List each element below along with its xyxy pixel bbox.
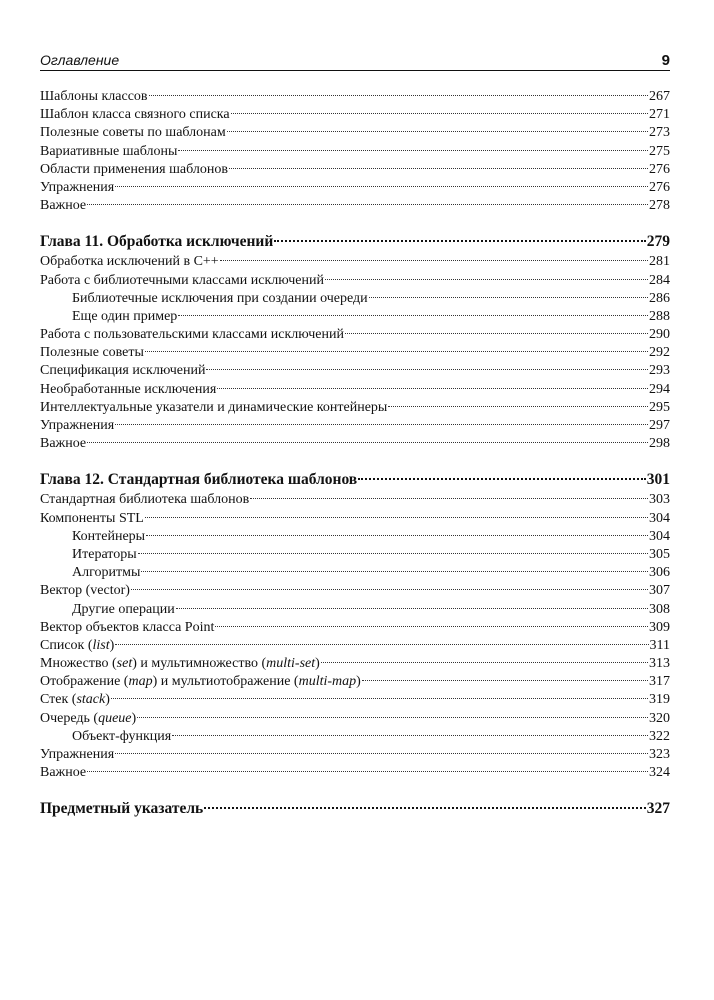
toc-entry[interactable] (40, 272, 670, 290)
dot-leader (220, 260, 648, 261)
running-header-title: Оглавление (40, 52, 120, 68)
toc-entry[interactable] (40, 253, 670, 271)
dot-leader (227, 131, 648, 132)
toc-entry-title: Шаблон класса связного списка (40, 107, 230, 123)
toc-entry[interactable] (40, 764, 670, 782)
section-gap (40, 453, 670, 469)
toc-entry-title (40, 637, 114, 655)
toc-entry-title: Упражнения (40, 179, 115, 195)
dot-leader (138, 553, 648, 554)
toc-entry-page: 293 (649, 363, 670, 379)
dot-leader (137, 717, 648, 718)
toc-entry[interactable] (40, 124, 670, 142)
toc-entry-title (40, 655, 320, 673)
toc-entry[interactable] (40, 601, 670, 619)
dot-leader (178, 315, 648, 316)
toc-entry[interactable] (40, 362, 670, 380)
toc-entry-page: 297 (649, 418, 670, 433)
toc-entry-text: ) и мультиотображение ( (152, 674, 299, 690)
toc-entry-title: Области применения шаблонов (40, 161, 228, 177)
section-gap (40, 215, 670, 231)
toc-entry[interactable] (40, 290, 670, 308)
toc-entry-title: Алгоритмы (72, 565, 141, 581)
toc-entry-title: Шаблоны классов (40, 89, 148, 104)
toc-entry-page: 278 (649, 198, 670, 214)
toc-entry[interactable] (40, 710, 670, 728)
toc-entry[interactable] (40, 655, 670, 673)
toc-entry-title: Библиотечные исключения при создании очереди (72, 290, 368, 306)
toc-entry[interactable] (40, 582, 670, 600)
toc-entry-page: 309 (649, 619, 670, 635)
toc-entry-title: Важное (40, 436, 87, 452)
dot-leader (358, 478, 646, 480)
toc-entry-page: 305 (649, 546, 670, 562)
section-gap (40, 782, 670, 798)
toc-entry-text: Очередь ( (40, 710, 99, 726)
toc-entry-title: Предметный указатель (40, 800, 204, 818)
dot-leader (231, 113, 648, 114)
toc-entry-page: 323 (649, 747, 670, 762)
toc-entry-title: Глава 12. Стандартная библиотека шаблонов (40, 471, 358, 489)
toc-entry[interactable] (40, 88, 670, 106)
toc-entry-title: Упражнения (40, 418, 115, 433)
toc-entry-text: Множество ( (40, 656, 117, 672)
toc-entry-term: multi-map (298, 674, 357, 690)
dot-leader (325, 279, 648, 280)
toc-entry-text: Стек ( (40, 692, 77, 708)
toc-entry-text: ) (109, 637, 115, 653)
toc-chapter-heading[interactable] (40, 798, 670, 820)
toc-entry-title: Контейнеры (72, 528, 146, 544)
dot-leader (204, 807, 646, 809)
toc-entry-title: Упражнения (40, 747, 115, 762)
toc-entry-page: 304 (649, 528, 670, 544)
toc-entry[interactable] (40, 619, 670, 637)
running-header (40, 52, 670, 71)
toc-entry-page: 276 (649, 161, 670, 177)
toc-entry[interactable] (40, 417, 670, 435)
toc-chapter-heading[interactable] (40, 469, 670, 491)
toc-entry-page: 322 (649, 728, 670, 744)
toc-entry[interactable] (40, 528, 670, 546)
toc-entry-title: Необработанные исключения (40, 381, 217, 397)
dot-leader (115, 186, 648, 187)
page-number: 9 (661, 52, 670, 69)
toc-entry-page: 303 (649, 492, 670, 508)
toc-entry-page: 286 (649, 290, 670, 306)
dot-leader (149, 95, 648, 96)
dot-leader (229, 168, 648, 169)
toc-entry-title: Интеллектуальные указатели и динамические контейнеры (40, 399, 388, 415)
toc-entry-term: queue (98, 710, 132, 726)
toc-entry-page: 311 (649, 637, 670, 653)
toc-entry[interactable] (40, 510, 670, 528)
dot-leader (146, 535, 648, 536)
toc-entry[interactable] (40, 308, 670, 326)
toc-entry-page: 307 (649, 583, 670, 599)
toc-entry-page: 313 (649, 656, 670, 672)
toc-entry-page: 308 (649, 601, 670, 617)
toc-entry[interactable] (40, 491, 670, 509)
toc-entry[interactable] (40, 546, 670, 564)
toc-entry[interactable] (40, 326, 670, 344)
toc-entry-text: ) (105, 692, 110, 708)
dot-leader (172, 735, 648, 736)
toc-entry-title: Важное (40, 765, 87, 781)
dot-leader (362, 680, 648, 681)
dot-leader (176, 608, 648, 609)
dot-leader (321, 662, 648, 663)
dot-leader (115, 644, 648, 645)
toc-entry[interactable] (40, 106, 670, 124)
toc-entry-title: Итераторы (72, 546, 137, 562)
toc-entry-title: Полезные советы по шаблонам (40, 125, 226, 141)
dot-leader (87, 442, 648, 443)
dot-leader (274, 240, 645, 242)
toc-entry-page: 267 (649, 89, 670, 104)
toc-entry-page: 279 (646, 233, 670, 251)
toc-entry-page: 273 (649, 125, 670, 141)
dot-leader (369, 297, 648, 298)
toc-entry-title (40, 691, 110, 709)
toc-entry-page: 298 (649, 436, 670, 452)
toc-chapter-heading[interactable] (40, 231, 670, 253)
toc-entry-page: 317 (649, 674, 670, 690)
toc-entry[interactable] (40, 564, 670, 582)
toc-entry-page: 324 (649, 765, 670, 781)
toc-entry-page: 271 (649, 107, 670, 123)
dot-leader (87, 204, 648, 205)
toc-entry[interactable] (40, 381, 670, 399)
toc-entry-title (40, 673, 361, 691)
toc-entry-title: Другие операции (72, 601, 175, 617)
toc-entry-page: 276 (649, 179, 670, 195)
toc-entry[interactable] (40, 344, 670, 362)
toc-entry-title: Работа с пользовательскими классами исключений (40, 327, 344, 343)
dot-leader (215, 626, 648, 627)
toc-entry-page: 288 (649, 308, 670, 324)
dot-leader (145, 517, 648, 518)
toc-entry-term: stack (76, 692, 106, 708)
toc-entry-page: 294 (649, 381, 670, 397)
toc-entry[interactable] (40, 399, 670, 417)
toc-entry-title: Полезные советы (40, 345, 144, 361)
dot-leader (115, 753, 648, 754)
toc-entry-text: Список ( (40, 637, 93, 653)
toc-entry-term: multi-set (266, 656, 316, 672)
dot-leader (87, 771, 648, 772)
toc-entry[interactable] (40, 637, 670, 655)
toc-entry-title: Стандартная библиотека шаблонов (40, 492, 250, 508)
toc-entry-text: ) (315, 656, 320, 672)
toc-entry-page: 301 (646, 471, 670, 489)
toc-entry[interactable] (40, 161, 670, 179)
dot-leader (111, 698, 648, 699)
dot-leader (206, 369, 648, 370)
toc-entry[interactable] (40, 197, 670, 215)
toc-entry-term: set (116, 656, 133, 672)
dot-leader (178, 150, 648, 151)
toc-entry[interactable] (40, 691, 670, 709)
toc-entry[interactable] (40, 179, 670, 197)
dot-leader (115, 424, 648, 425)
toc-entry[interactable] (40, 746, 670, 764)
toc-entry-title: Вектор (vector) (40, 583, 130, 599)
toc-entry-text: ) (356, 674, 361, 690)
dot-leader (145, 351, 648, 352)
toc-entry-title: Работа с библиотечными классами исключений (40, 272, 324, 288)
toc-entry-page: 320 (649, 710, 670, 726)
toc-entry-term: map (128, 674, 153, 690)
toc-entry-title: Глава 11. Обработка исключений (40, 233, 274, 251)
toc-entry-title: Вектор объектов класса Point (40, 619, 215, 635)
dot-leader (141, 571, 648, 572)
toc-entry[interactable] (40, 143, 670, 161)
toc-entry-page: 327 (646, 800, 670, 818)
toc-entry[interactable] (40, 728, 670, 746)
toc-entry-page: 275 (649, 143, 670, 159)
toc-entry-page: 304 (649, 510, 670, 526)
dot-leader (131, 589, 648, 590)
toc-entry-page: 319 (649, 692, 670, 708)
dot-leader (250, 498, 648, 499)
dot-leader (345, 333, 648, 334)
toc-entry-term: list (92, 637, 110, 653)
toc-entry-text: ) и мультимножество ( (132, 656, 267, 672)
toc-entry-page: 281 (649, 254, 670, 270)
toc-entry-page: 290 (649, 327, 670, 343)
toc-entry-page: 284 (649, 272, 670, 288)
toc-entry-title: Обработка исключений в C++ (40, 254, 219, 270)
toc-entry-title: Еще один пример (72, 308, 178, 324)
toc-entry-title: Объект-функция (72, 728, 172, 744)
toc-entry-title (40, 710, 136, 728)
toc-entry-title: Вариативные шаблоны (40, 143, 178, 159)
toc-entry[interactable] (40, 435, 670, 453)
toc-entry-title: Компоненты STL (40, 510, 144, 526)
toc-entry-title: Спецификация исключений (40, 363, 206, 379)
toc-entry-text: Отображение ( (40, 674, 129, 690)
toc-entry-page: 292 (649, 345, 670, 361)
table-of-contents (40, 88, 670, 820)
toc-entry-page: 295 (649, 399, 670, 415)
dot-leader (217, 388, 648, 389)
toc-entry-page: 306 (649, 565, 670, 581)
toc-entry-title: Важное (40, 198, 87, 214)
dot-leader (388, 406, 648, 407)
toc-entry[interactable] (40, 673, 670, 691)
toc-entry-text: ) (131, 710, 137, 726)
